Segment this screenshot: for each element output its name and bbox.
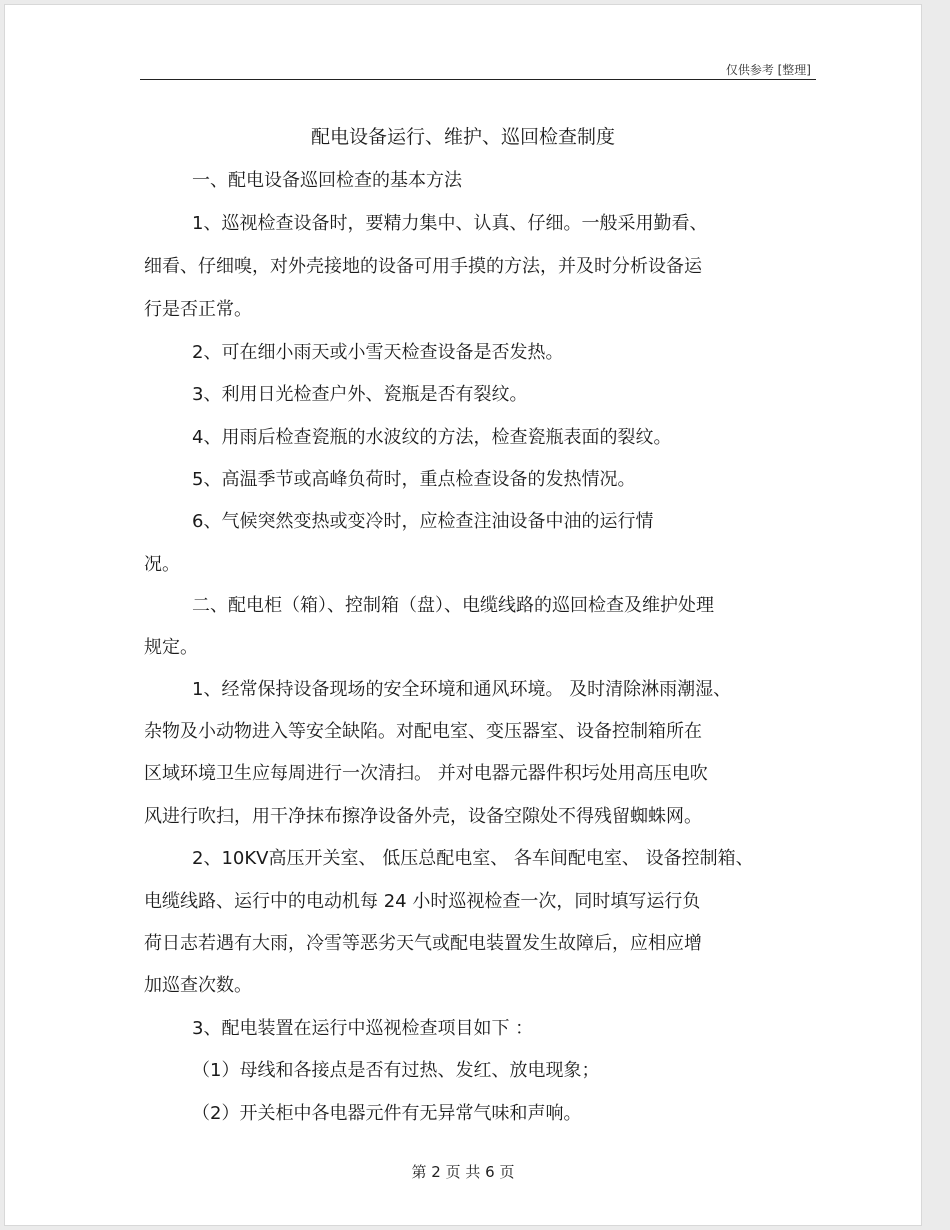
list-item: （2）开关柜中各电器元件有无异常气味和声响。	[192, 1103, 582, 1124]
text-line: 3、配电装置在运行中巡视检查项目如下 ：	[192, 1018, 534, 1039]
text-line: 1、巡视检查设备时，要精力集中、认真、仔细。一般采用勤看、	[192, 213, 708, 234]
text-line: 2、10KV高压开关室、 低压总配电室、 各车间配电室、 设备控制箱、	[192, 848, 754, 869]
text-line: 规定。	[144, 637, 198, 658]
header-divider	[140, 79, 816, 80]
text-line: 加巡查次数。	[144, 975, 252, 996]
text-line: 电缆线路、运行中的电动机每 24 小时巡视检查一次，同时填写运行负	[144, 891, 701, 912]
text-line: 行是否正常。	[144, 299, 252, 320]
text-line: 5、高温季节或高峰负荷时，重点检查设备的发热情况。	[192, 469, 636, 490]
header-text: 仅供参考 [整理]	[725, 63, 811, 77]
text-line: 6、气候突然变热或变冷时，应检查注油设备中油的运行情	[192, 511, 654, 532]
text-line: 4、用雨后检查瓷瓶的水波纹的方法，检查瓷瓶表面的裂纹。	[192, 427, 672, 448]
document-title: 配电设备运行、维护、巡回检查制度	[310, 126, 615, 148]
text-line: 杂物及小动物进入等安全缺陷。对配电室、变压器室、设备控制箱所在	[144, 721, 702, 742]
text-line: 区域环境卫生应每周进行一次清扫。 并对电器元器件积圬处用高压电吹	[144, 763, 708, 784]
list-item: （1）母线和各接点是否有过热、发红、放电现象；	[192, 1060, 600, 1081]
text-line: 况。	[144, 554, 180, 575]
document-page	[4, 4, 922, 1226]
text-line: 风进行吹扫，用干净抹布擦净设备外壳，设备空隙处不得残留蜘蛛网。	[144, 806, 702, 827]
text-line: 2、可在细小雨天或小雪天检查设备是否发热。	[192, 342, 564, 363]
text-line: 荷日志若遇有大雨，冷雪等恶劣天气或配电装置发生故障后，应相应增	[144, 933, 702, 954]
text-line: 3、利用日光检查户外、瓷瓶是否有裂纹。	[192, 384, 528, 405]
page-number-footer: 第 2 页 共 6 页	[411, 1163, 515, 1181]
section-heading: 一、配电设备巡回检查的基本方法	[192, 170, 462, 191]
text-line: 细看、仔细嗅，对外壳接地的设备可用手摸的方法，并及时分析设备运	[144, 256, 702, 277]
section-heading: 二、配电柜（箱）、控制箱（盘）、电缆线路的巡回检查及维护处理	[192, 595, 714, 616]
text-line: 1、经常保持设备现场的安全环境和通风环境。 及时清除淋雨潮湿、	[192, 679, 732, 700]
